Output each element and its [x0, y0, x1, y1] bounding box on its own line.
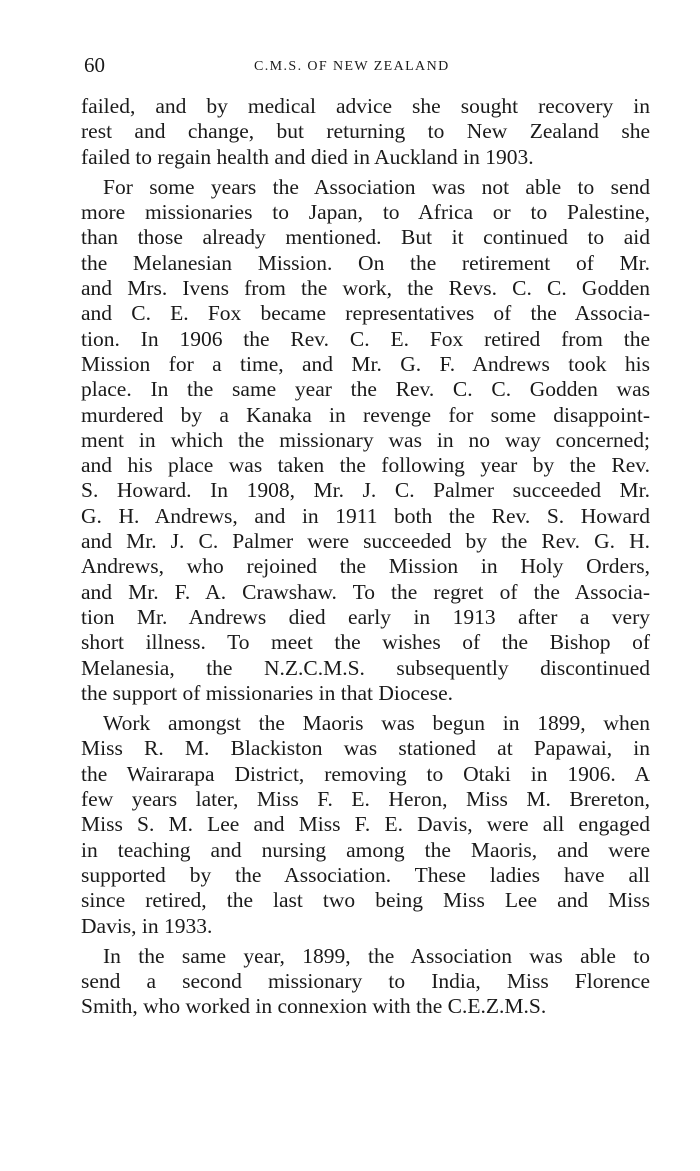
- text-line: tion Mr. Andrews died early in 1913 after a very: [81, 604, 650, 629]
- text-line: the Melanesian Mission. On the retirement of Mr.: [81, 250, 650, 275]
- text-line: short illness. To meet the wishes of the Bishop of: [81, 630, 650, 655]
- page-header: [84, 52, 650, 82]
- text-line: rest and change, but returning to New Zealand she: [81, 119, 650, 144]
- running-head: C.M.S. OF NEW ZEALAND: [254, 59, 450, 74]
- text-line: send a second missionary to India, Miss Florence: [81, 969, 650, 994]
- text-line: supported by the Association. These ladies have all: [81, 862, 650, 887]
- text-line: and Mr. F. A. Crawshaw. To the regret of the Associa-: [81, 579, 650, 604]
- text-line: Miss R. M. Blackiston was stationed at Papawai, in: [81, 736, 650, 761]
- text-line: failed, and by medical advice she sought recovery in: [81, 94, 650, 118]
- text-line: In the same year, 1899, the Association was able to: [103, 943, 650, 968]
- text-line: For some years the Association was not able to send: [103, 174, 650, 199]
- text-line: since retired, the last two being Miss Lee and Miss: [81, 888, 650, 913]
- text-line: G. H. Andrews, and in 1911 both the Rev. S. Howard: [81, 503, 650, 528]
- text-line: and his place was taken the following year by the Rev.: [81, 453, 650, 478]
- page-number: 60: [84, 53, 105, 77]
- paragraph: [81, 944, 650, 1020]
- text-line: murdered by a Kanaka in revenge for some disappoint-: [81, 402, 650, 427]
- text-line: Andrews, who rejoined the Mission in Holy Orders,: [81, 554, 650, 579]
- text-line: few years later, Miss F. E. Heron, Miss M. Brereton,: [81, 787, 650, 812]
- text-line: Miss S. M. Lee and Miss F. E. Davis, were all engaged: [81, 812, 650, 837]
- text-line: ment in which the missionary was in no way concerned;: [81, 427, 650, 452]
- text-line: Smith, who worked in connexion with the C.E.Z.M.S.: [81, 994, 547, 1019]
- paragraph: [81, 711, 650, 939]
- paragraph: [81, 94, 650, 170]
- text-line: S. Howard. In 1908, Mr. J. C. Palmer succeeded Mr.: [81, 478, 650, 503]
- text-line: failed to regain health and died in Auckland in 1903.: [81, 144, 534, 169]
- text-line: Davis, in 1933.: [81, 913, 213, 938]
- text-line: Work amongst the Maoris was begun in 1899, when: [103, 711, 650, 736]
- text-line: the Wairarapa District, removing to Otaki in 1906. A: [81, 761, 650, 786]
- text-line: more missionaries to Japan, to Africa or to Palestine,: [81, 200, 650, 225]
- text-line: tion. In 1906 the Rev. C. E. Fox retired from the: [81, 326, 650, 351]
- body-text: [81, 94, 650, 1020]
- text-line: place. In the same year the Rev. C. C. Godden was: [81, 377, 650, 402]
- text-line: in teaching and nursing among the Maoris, and were: [81, 837, 650, 862]
- paragraph: [81, 175, 650, 706]
- text-line: and C. E. Fox became representatives of the Associa-: [81, 301, 650, 326]
- text-line: and Mrs. Ivens from the work, the Revs. C. C. Godden: [81, 276, 650, 301]
- text-line: than those already mentioned. But it continued to aid: [81, 225, 650, 250]
- text-line: Melanesia, the N.Z.C.M.S. subsequently discontinued: [81, 655, 650, 680]
- text-line: Mission for a time, and Mr. G. F. Andrews took his: [81, 351, 650, 376]
- text-line: the support of missionaries in that Diocese.: [81, 680, 453, 705]
- text-line: and Mr. J. C. Palmer were succeeded by the Rev. G. H.: [81, 529, 650, 554]
